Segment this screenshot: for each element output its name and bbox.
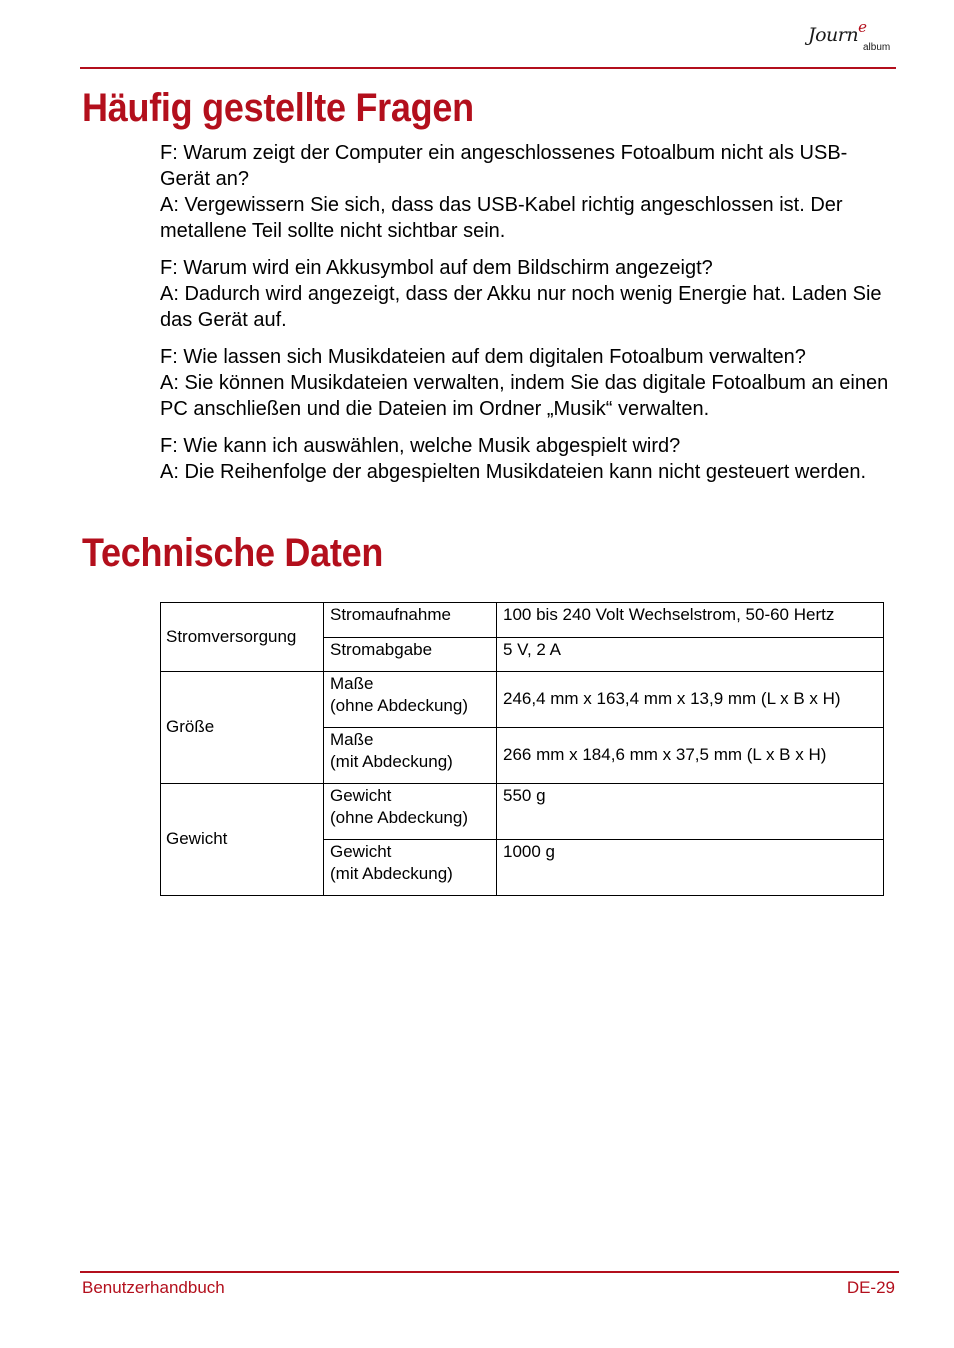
spec-value: 100 bis 240 Volt Wechselstrom, 50-60 Hertz: [497, 603, 884, 638]
faq-question: F: Warum zeigt der Computer ein angeschlossenes Fotoalbum nicht als USB-Gerät an?: [160, 142, 848, 190]
spec-label-line1: Maße: [330, 730, 374, 749]
table-row: [161, 603, 884, 638]
spec-label-line2: (mit Abdeckung): [330, 752, 453, 771]
specs-heading: Technische Daten: [82, 531, 384, 575]
spec-label: [324, 840, 497, 896]
spec-group-size: Größe: [161, 672, 324, 784]
spec-label-line2: (ohne Abdeckung): [330, 808, 468, 827]
spec-value: 246,4 mm x 163,4 mm x 13,9 mm (L x B x H): [497, 672, 884, 728]
spec-group-power: Stromversorgung: [161, 603, 324, 672]
faq-question: F: Wie kann ich auswählen, welche Musik abgespielt wird?: [160, 435, 681, 457]
spec-value: 550 g: [497, 784, 884, 840]
table-row: [161, 784, 884, 840]
spec-label-line2: (mit Abdeckung): [330, 864, 453, 883]
spec-label: [324, 728, 497, 784]
spec-label-line1: Gewicht: [330, 786, 392, 805]
faq-answer: A: Sie können Musikdateien verwalten, indem Sie das digitale Fotoalbum an einen PC anschließen und die Dateien im Ordner „Musik“ verwalten.: [160, 372, 889, 420]
faq-item: [160, 140, 890, 244]
faq-item: [160, 433, 890, 485]
spec-label: Stromabgabe: [324, 638, 497, 672]
spec-label-line2: (ohne Abdeckung): [330, 696, 468, 715]
faq-answer: A: Vergewissern Sie sich, dass das USB-Kabel richtig angeschlossen ist. Der metallene Teil sollte nicht sichtbar sein.: [160, 194, 843, 242]
spec-value: 5 V, 2 A: [497, 638, 884, 672]
footer-title: Benutzerhandbuch: [82, 1278, 225, 1297]
footer-rule: [80, 1271, 899, 1273]
specs-table: [160, 602, 884, 896]
faq-question: F: Wie lassen sich Musikdateien auf dem digitalen Fotoalbum verwalten?: [160, 346, 806, 368]
faq-item: [160, 344, 890, 422]
spec-label: [324, 672, 497, 728]
faq-heading: Häufig gestellte Fragen: [82, 86, 474, 130]
faq-answer: A: Die Reihenfolge der abgespielten Musikdateien kann nicht gesteuert werden.: [160, 461, 866, 483]
spec-label: [324, 784, 497, 840]
logo-sub: album: [863, 42, 891, 53]
spec-label-line1: Maße: [330, 674, 374, 693]
spec-value: 1000 g: [497, 840, 884, 896]
journe-album-logo: [800, 18, 900, 62]
header-rule: [80, 67, 896, 69]
page-number: DE-29: [846, 1278, 895, 1297]
spec-group-weight: Gewicht: [161, 784, 324, 896]
spec-label: Stromaufnahme: [324, 603, 497, 638]
logo-script: Journ$^e$: [808, 18, 867, 46]
faq-item: [160, 255, 890, 333]
faq-question: F: Warum wird ein Akkusymbol auf dem Bildschirm angezeigt?: [160, 257, 713, 279]
faq-answer: A: Dadurch wird angezeigt, dass der Akku nur noch wenig Energie hat. Laden Sie das Gerät auf.: [160, 283, 882, 331]
spec-label-line1: Gewicht: [330, 842, 392, 861]
table-row: [161, 672, 884, 728]
spec-value: 266 mm x 184,6 mm x 37,5 mm (L x B x H): [497, 728, 884, 784]
